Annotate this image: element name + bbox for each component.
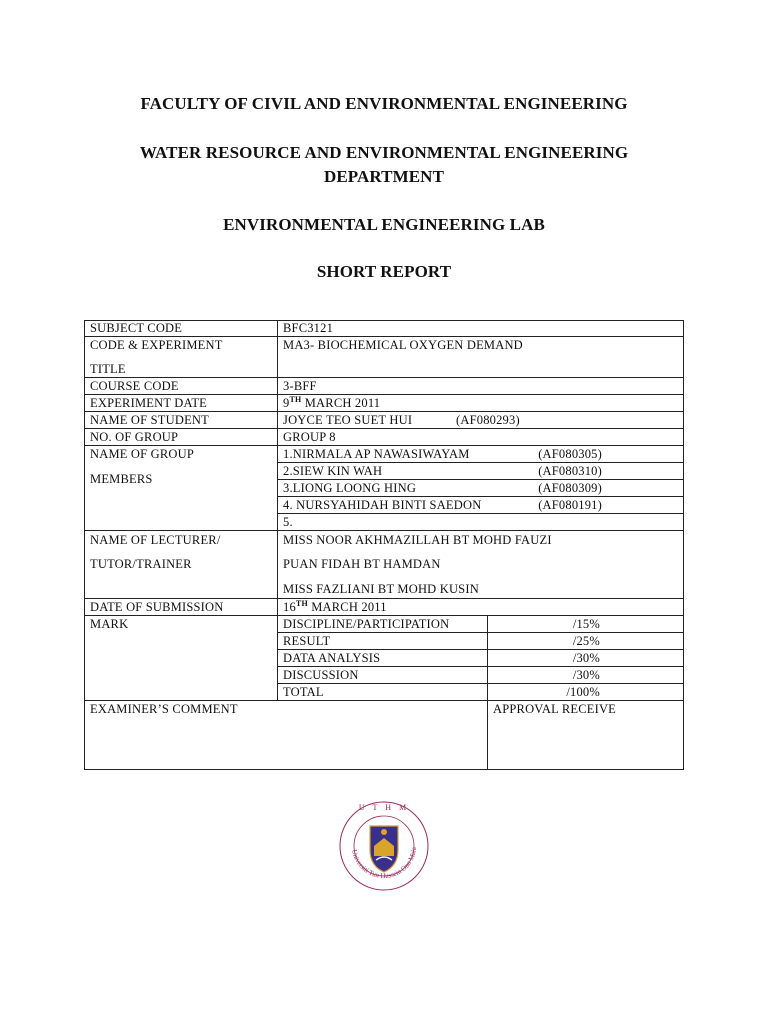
report-heading: SHORT REPORT bbox=[316, 262, 452, 281]
mark-label: MARK bbox=[90, 617, 129, 631]
subject-code-label: SUBJECT CODE bbox=[90, 321, 183, 335]
submission-day: 16 bbox=[283, 600, 296, 614]
row-divider bbox=[84, 377, 684, 378]
mark-row-divider bbox=[277, 666, 684, 667]
mark-row-divider bbox=[277, 649, 684, 650]
members-label: NAME OF GROUP bbox=[90, 447, 195, 461]
experiment-month-year: MARCH 2011 bbox=[301, 396, 381, 410]
date-ordinal: TH bbox=[295, 598, 308, 608]
member-id: (AF080305) bbox=[538, 447, 602, 461]
lecturer-name: MISS FAZLIANI BT MOHD KUSIN bbox=[283, 582, 479, 596]
mark-item: TOTAL bbox=[283, 685, 324, 699]
logo-ring-text: Universiti Tun Hussein Onn Mala bbox=[350, 846, 419, 881]
student-id: (AF080293) bbox=[456, 413, 520, 427]
member-name: 5. bbox=[283, 515, 293, 529]
experiment-date-label: EXPERIMENT DATE bbox=[90, 396, 208, 410]
member-id: (AF080309) bbox=[538, 481, 602, 495]
group-value: GROUP 8 bbox=[283, 430, 336, 444]
subject-code-value: BFC3121 bbox=[283, 321, 334, 335]
row-divider bbox=[84, 615, 684, 616]
course-code-value: 3-BFF bbox=[283, 379, 317, 393]
mark-score: /100% bbox=[566, 685, 600, 699]
submission-label: DATE OF SUBMISSION bbox=[90, 600, 224, 614]
date-ordinal: TH bbox=[289, 394, 302, 404]
member-name: 3.LIONG LOONG HING bbox=[283, 481, 417, 495]
row-divider bbox=[84, 445, 684, 446]
department-heading bbox=[0, 141, 768, 189]
row-divider bbox=[84, 394, 684, 395]
report-cover-form bbox=[84, 320, 684, 770]
lecturer-name: MISS NOOR AKHMAZILLAH BT MOHD FAUZI bbox=[283, 533, 552, 547]
member-row-divider bbox=[277, 496, 684, 497]
mark-score-divider bbox=[487, 615, 488, 700]
submission-value bbox=[283, 600, 387, 615]
examiner-comment-label: EXAMINER’S COMMENT bbox=[90, 702, 238, 716]
member-row-divider bbox=[277, 513, 684, 514]
student-name: JOYCE TEO SUET HUI bbox=[283, 413, 413, 427]
member-id: (AF080310) bbox=[538, 464, 602, 478]
member-row-divider bbox=[277, 479, 684, 480]
member-row-divider bbox=[277, 462, 684, 463]
mark-score: /15% bbox=[572, 617, 600, 631]
form-border-left bbox=[84, 320, 85, 770]
lecturer-name: PUAN FIDAH BT HAMDAN bbox=[283, 557, 441, 571]
mark-row-divider bbox=[277, 683, 684, 684]
form-border-right bbox=[683, 320, 684, 770]
lecturer-label: NAME OF LECTURER/ bbox=[90, 533, 221, 547]
uthm-logo bbox=[336, 796, 432, 896]
member-id: (AF080191) bbox=[538, 498, 602, 512]
logo-star-icon bbox=[381, 829, 387, 835]
mark-item: DISCIPLINE/PARTICIPATION bbox=[283, 617, 450, 631]
member-name: 4. NURSYAHIDAH BINTI SAEDON bbox=[283, 498, 482, 512]
row-divider bbox=[84, 598, 684, 599]
members-label-2: MEMBERS bbox=[90, 472, 153, 486]
member-name: 2.SIEW KIN WAH bbox=[283, 464, 383, 478]
experiment-title-label: CODE & EXPERIMENT bbox=[90, 338, 223, 352]
form-border-bottom bbox=[84, 769, 684, 770]
student-label: NAME OF STUDENT bbox=[90, 413, 209, 427]
department-line-1: WATER RESOURCE AND ENVIRONMENTAL ENGINEERING bbox=[139, 143, 629, 162]
group-label: NO. OF GROUP bbox=[90, 430, 179, 444]
mark-row-divider bbox=[277, 632, 684, 633]
row-divider bbox=[84, 428, 684, 429]
department-line-2: DEPARTMENT bbox=[323, 167, 445, 186]
member-name: 1.NIRMALA AP NAWASIWAYAM bbox=[283, 447, 470, 461]
approval-divider bbox=[487, 700, 488, 770]
logo-top-text: U T H M bbox=[358, 803, 410, 812]
approval-label: APPROVAL RECEIVE bbox=[493, 702, 617, 716]
mark-item: DISCUSSION bbox=[283, 668, 359, 682]
row-divider bbox=[84, 530, 684, 531]
experiment-title-label-2: TITLE bbox=[90, 362, 126, 376]
experiment-title-value: MA3- BIOCHEMICAL OXYGEN DEMAND bbox=[283, 338, 523, 352]
row-divider bbox=[84, 336, 684, 337]
submission-month-year: MARCH 2011 bbox=[307, 600, 387, 614]
mark-score: /30% bbox=[572, 668, 600, 682]
lecturer-label-2: TUTOR/TRAINER bbox=[90, 557, 192, 571]
course-code-label: COURSE CODE bbox=[90, 379, 179, 393]
mark-score: /25% bbox=[572, 634, 600, 648]
mark-item: RESULT bbox=[283, 634, 331, 648]
mark-item: DATA ANALYSIS bbox=[283, 651, 381, 665]
lab-heading: ENVIRONMENTAL ENGINEERING LAB bbox=[223, 215, 545, 234]
faculty-heading: FACULTY OF CIVIL AND ENVIRONMENTAL ENGINEERING bbox=[140, 94, 628, 113]
mark-score: /30% bbox=[572, 651, 600, 665]
experiment-date-value bbox=[283, 396, 380, 411]
row-divider bbox=[84, 411, 684, 412]
experiment-day: 9 bbox=[283, 396, 290, 410]
row-divider bbox=[84, 700, 684, 701]
